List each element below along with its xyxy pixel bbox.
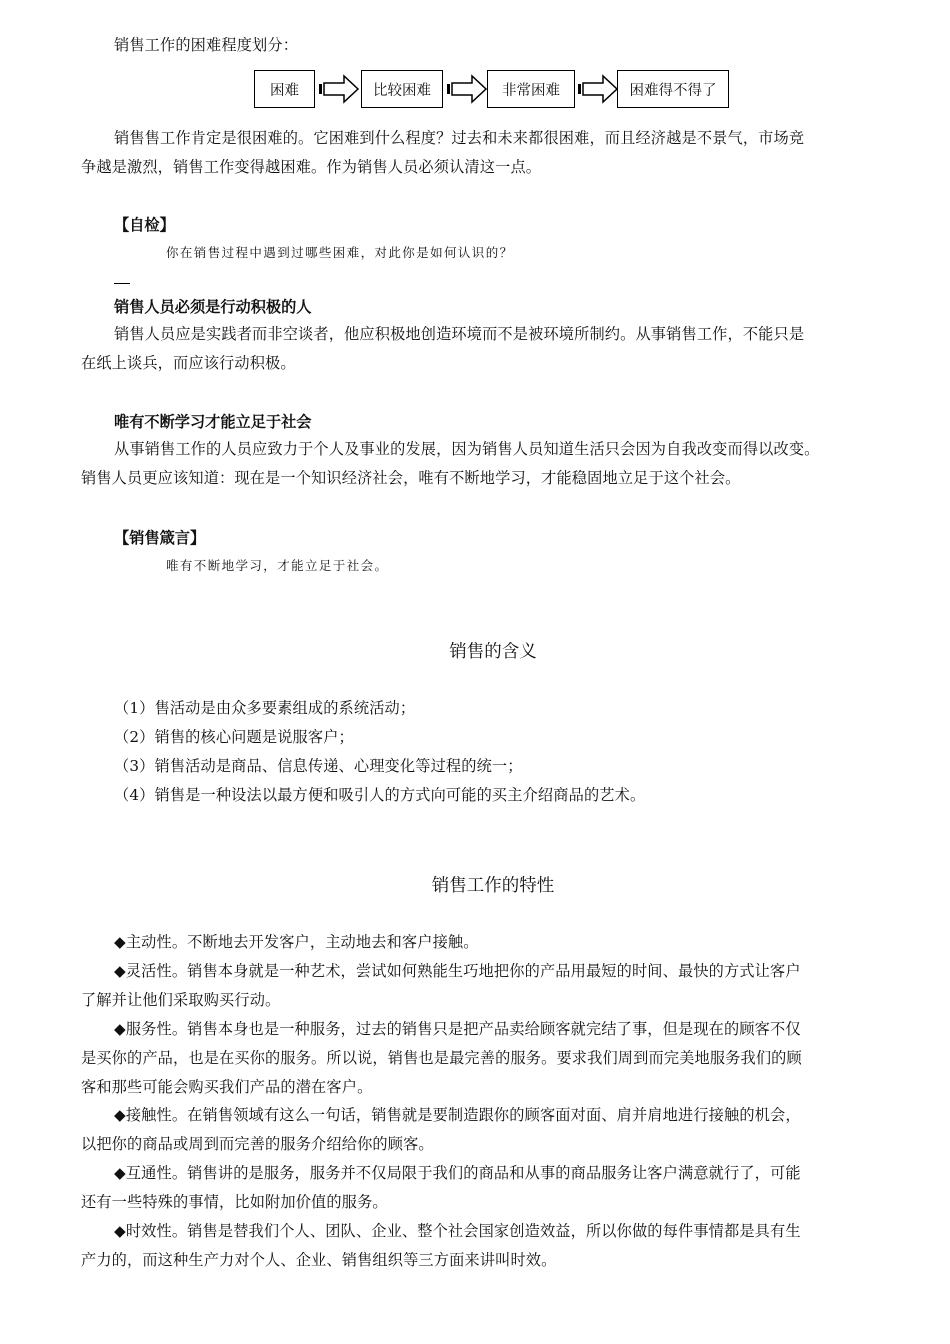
meaning-title: 销售的含义: [449, 642, 537, 662]
flow-arrow-icon: [446, 72, 488, 106]
traits-title: 销售工作的特性: [431, 876, 555, 896]
trait-line: 是买你的产品，也是在买你的服务。所以说，销售也是最完善的服务。要求我们周到而完美地服务我们的顾: [81, 1049, 802, 1067]
flow-arrow-icon: [577, 72, 619, 106]
motto-text: 唯有不断地学习，才能立足于社会。: [166, 558, 389, 573]
trait-line: 还有一些特殊的事情，比如附加价值的服务。: [81, 1193, 388, 1211]
meaning-item: （4）销售是一种设法以最方便和吸引人的方式向可能的买主介绍商品的艺术。: [114, 786, 646, 804]
meaning-item: （1）售活动是由众多要素组成的系统活动；: [114, 699, 416, 717]
self-check-question: 你在销售过程中遇到过哪些困难，对此你是如何认识的？: [166, 245, 514, 260]
trait-line: 了解并让他们采取购买行动。: [81, 991, 281, 1009]
trait-line: ◆互通性。销售讲的是服务，服务并不仅局限于我们的商品和从事的商品服务让客户满意就行了，可能: [114, 1164, 801, 1182]
paragraph-line: 从事销售工作的人员应致力于个人及事业的发展，因为销售人员知道生活只会因为自我改变而得以改变。: [114, 440, 820, 458]
intro-paragraph-line: 争越是激烈，销售工作变得越困难。作为销售人员必须认清这一点。: [81, 158, 542, 176]
motto-label: 【销售箴言】: [114, 529, 206, 547]
flow-step-2: 比较困难: [361, 70, 443, 108]
section-title: 唯有不断学习才能立足于社会: [114, 413, 312, 431]
meaning-item: （2）销售的核心问题是说服客户；: [114, 728, 354, 746]
trait-line: ◆接触性。在销售领域有这么一句话，销售就是要制造跟你的顾客面对面、肩并肩地进行接触的机会，: [114, 1106, 801, 1124]
trait-line: 产力的，而这种生产力对个人、企业、销售组织等三方面来讲叫时效。: [81, 1251, 557, 1269]
paragraph-line: 在纸上谈兵，而应该行动积极。: [81, 354, 296, 372]
divider: [114, 283, 130, 284]
difficulty-heading: 销售工作的困难程度划分：: [114, 36, 299, 54]
section-title: 销售人员必须是行动积极的人: [114, 298, 312, 316]
self-check-label: 【自检】: [114, 216, 175, 234]
flow-arrow-icon: [318, 72, 360, 106]
flow-step-3: 非常困难: [487, 70, 575, 108]
paragraph-line: 销售人员更应该知道：现在是一个知识经济社会，唯有不断地学习，才能稳固地立足于这个社会。: [81, 469, 741, 487]
trait-line: ◆时效性。销售是替我们个人、团队、企业、整个社会国家创造效益，所以你做的每件事情都是具有生: [114, 1222, 801, 1240]
trait-line: ◆服务性。销售本身也是一种服务，过去的销售只是把产品卖给顾客就完结了事，但是现在的顾客不仅: [114, 1020, 801, 1038]
meaning-item: （3）销售活动是商品、信息传递、心理变化等过程的统一；: [114, 757, 523, 775]
intro-paragraph-line: 销售售工作肯定是很困难的。它困难到什么程度？过去和未来都很困难，而且经济越是不景气，市场竞: [114, 129, 805, 147]
flow-step-1: 困难: [254, 70, 315, 108]
trait-line: ◆灵活性。销售本身就是一种艺术，尝试如何熟能生巧地把你的产品用最短的时间、最快的方式让客户: [114, 962, 801, 980]
paragraph-line: 销售人员应是实践者而非空谈者，他应积极地创造环境而不是被环境所制约。从事销售工作，不能只是: [114, 325, 805, 343]
trait-line: 客和那些可能会购买我们产品的潜在客户。: [81, 1078, 373, 1096]
trait-line: 以把你的商品或周到而完善的服务介绍给你的顾客。: [81, 1135, 434, 1153]
flow-step-4: 困难得不得了: [617, 70, 729, 108]
trait-line: ◆主动性。不断地去开发客户，主动地去和客户接触。: [114, 933, 479, 951]
